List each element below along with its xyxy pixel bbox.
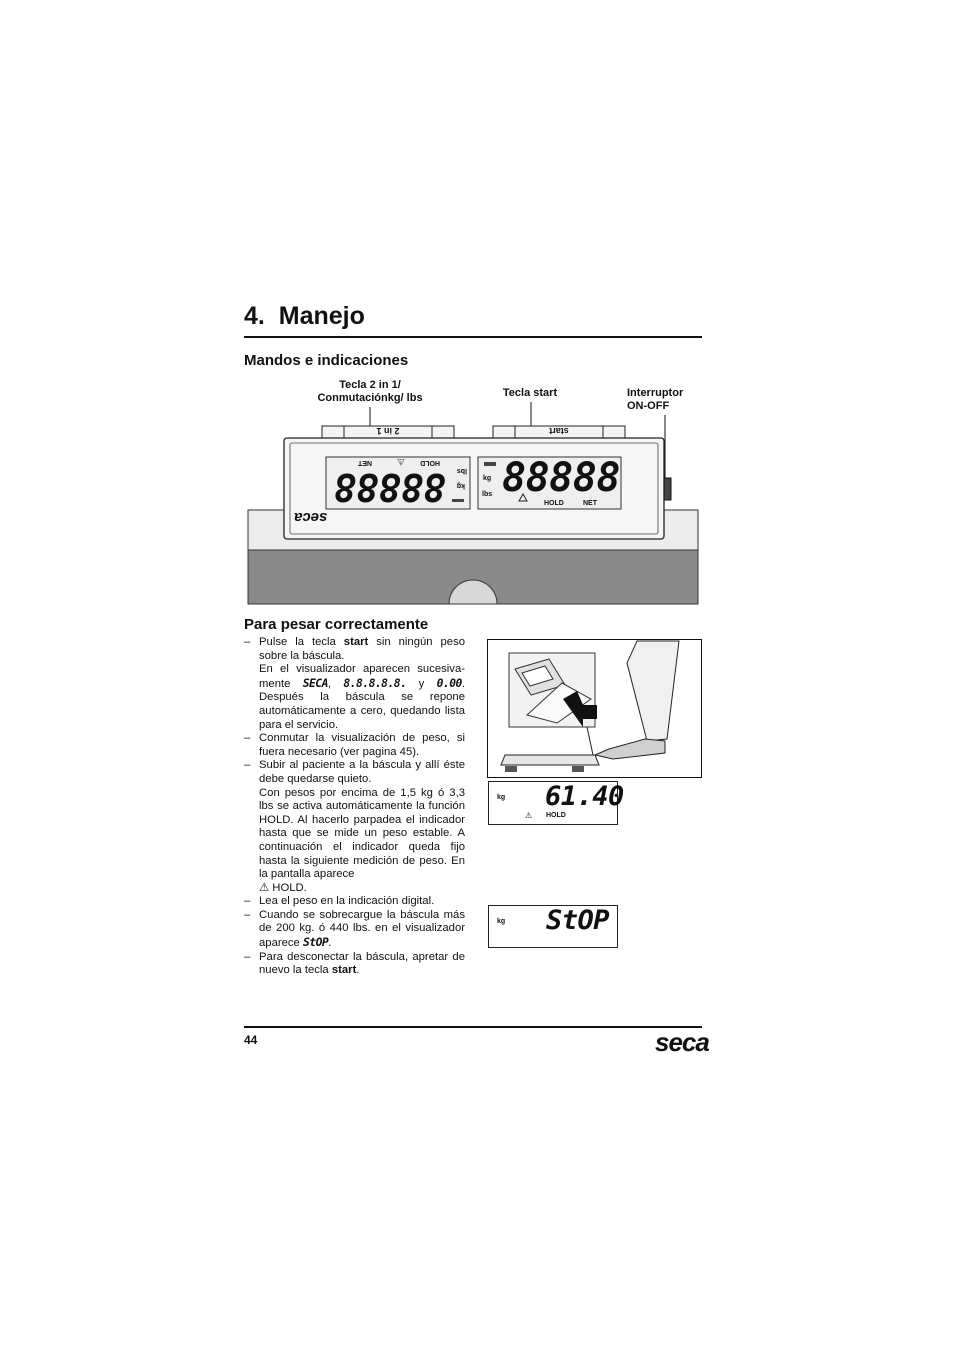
label-2in1: Tecla 2 in 1/ Conmutaciónkg/ lbs — [317, 379, 423, 404]
scale-indicator-illustration — [244, 400, 704, 608]
display-hold-label: HOLD — [546, 812, 566, 819]
page-number: 44 — [244, 1033, 258, 1047]
left-lcd-kg: kg — [456, 482, 465, 489]
front-logo: seca — [294, 509, 328, 526]
display-hold-warning-icon: ⚠ — [525, 811, 533, 820]
key-2in1-label: 2 in 1 — [376, 426, 400, 436]
instruction-3: – Subir al paciente a la báscula y allí éste debe quedarse quieto. — [244, 759, 465, 785]
left-lcd-digits: 88888 — [334, 465, 446, 509]
key-start-label: start — [549, 426, 569, 436]
section-number: 4. — [244, 302, 265, 330]
left-lcd-hold: HOLD — [420, 459, 440, 466]
instruction-1: – Pulse la tecla start sin ningún peso sobre la báscula. — [244, 636, 465, 662]
label-start: Tecla start — [502, 387, 558, 399]
right-lcd-kg: kg — [483, 475, 492, 482]
display-stop — [488, 905, 618, 948]
instruction-3-detail: Con pesos por encima de 1,5 kg ó 3,3 lbs se activa automáticamente la función HOLD. Al hacerlo parpadea el indicador hasta que se mide un peso estable. A continuación el indicador queda fijo hasta la siguiente medición de peso. En la pantalla aparece ⚠ HOLD. — [259, 786, 465, 894]
right-lcd-net: NET — [583, 500, 597, 507]
display-hold-value: 61.40 — [545, 781, 624, 812]
instructions — [244, 636, 465, 978]
instruction-6: – Para desconectar la báscula, apretar de nuevo la tecla start. — [244, 950, 465, 977]
display-stop-value: StOP — [546, 905, 610, 936]
label-switch: Interruptor ON-OFF — [627, 387, 684, 412]
display-hold — [488, 781, 624, 825]
left-lcd-net: NET — [358, 459, 372, 466]
brand-logo: seca — [655, 1027, 709, 1057]
step-on-scale-illustration — [487, 639, 702, 778]
title-rule — [244, 336, 702, 338]
footer-rule — [244, 1026, 702, 1028]
warning-icon: ⚠ — [259, 881, 270, 894]
right-lcd-hold: HOLD — [544, 500, 564, 507]
instruction-1-detail: En el visualizador aparecen sucesiva-mente SECA, 8.8.8.8.8. y 0.00. Después la báscula se repone automáticamente a cero, quedando lista para el servicio. — [259, 663, 465, 731]
right-lcd-lbs: lbs — [482, 491, 493, 498]
right-lcd-digits: 88888 — [502, 455, 620, 501]
instruction-5: – Cuando se sobrecargue la báscula más de 200 kg. ó 440 lbs. en el visualizador aparece StOP. — [244, 908, 465, 950]
display-stop-unit: kg — [497, 918, 506, 925]
instruction-2: – Conmutar la visualización de peso, si fuera necesario (ver pagina 45). — [244, 732, 465, 758]
onoff-switch[interactable] — [664, 478, 671, 500]
section-title — [244, 302, 365, 331]
instruction-4: – Lea el peso en la indicación digital. — [244, 895, 435, 908]
controls-heading: Mandos e indicaciones — [244, 352, 409, 369]
start-keyword: start — [343, 636, 369, 648]
left-lcd-warning-icon: ⚠ — [396, 457, 405, 467]
section-title-text: Manejo — [278, 302, 365, 330]
weighing-heading: Para pesar correctamente — [244, 616, 429, 633]
display-hold-unit: kg — [497, 794, 506, 801]
left-lcd-content — [326, 457, 470, 509]
left-lcd-lbs: lbs — [456, 467, 467, 474]
